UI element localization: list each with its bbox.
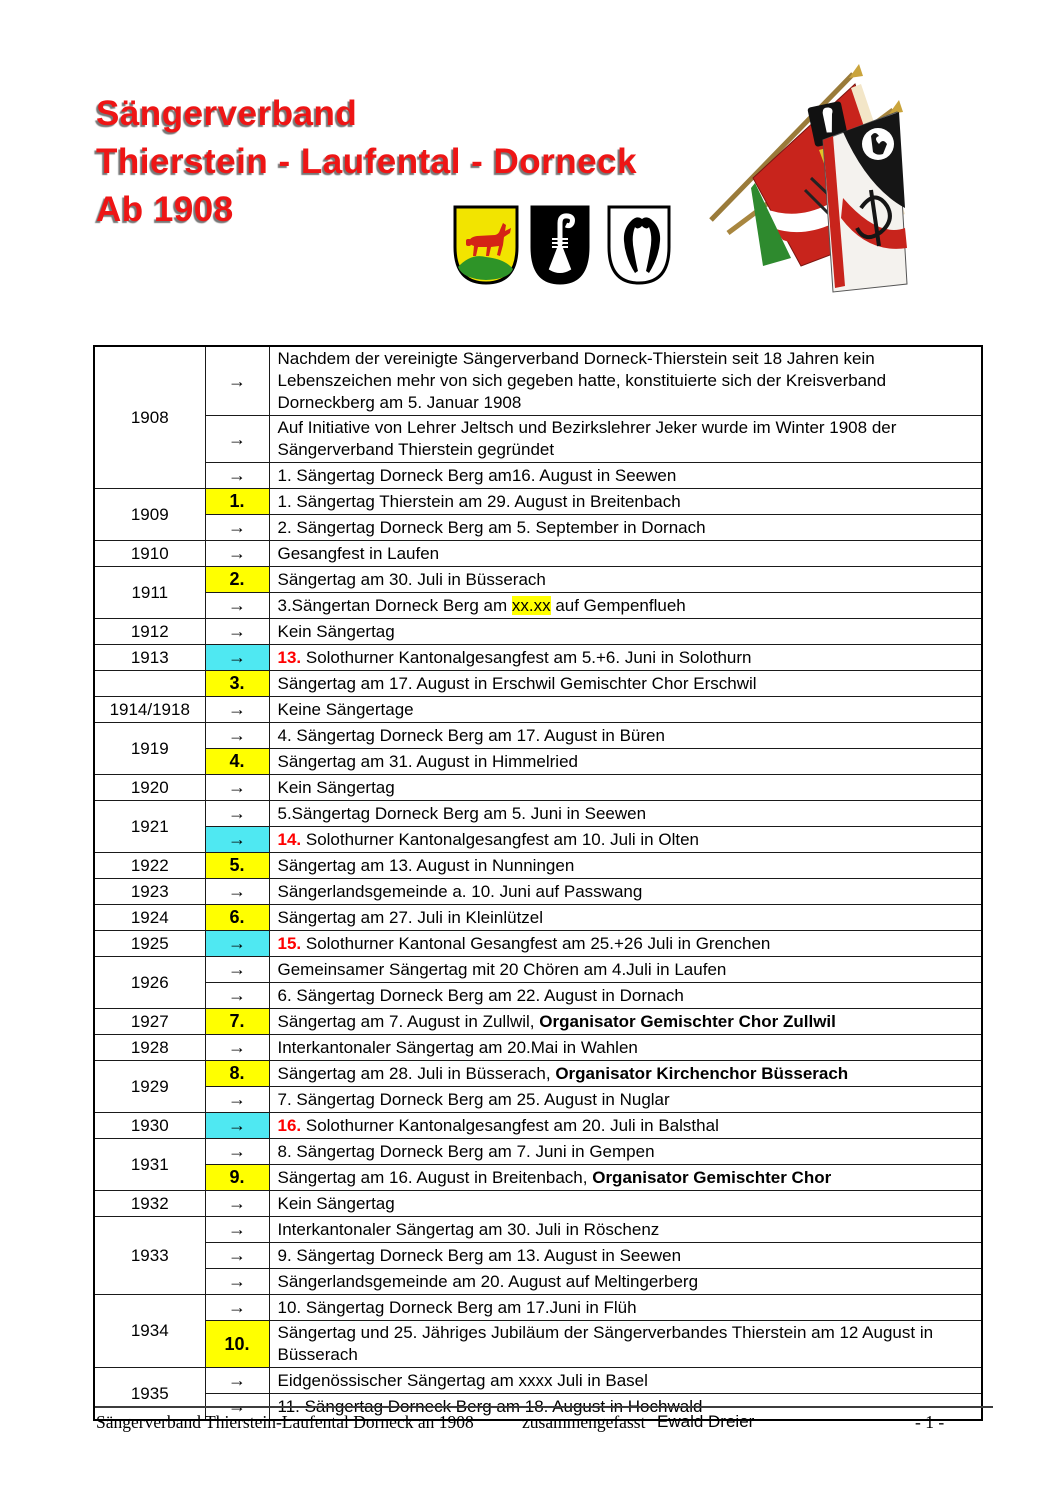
laufen-crest-icon	[530, 205, 590, 285]
table-row	[94, 1113, 982, 1139]
arrow-marker-cell	[205, 1087, 269, 1113]
table-row	[94, 1217, 982, 1243]
number-marker-cell	[205, 1061, 269, 1087]
entry-text-cell	[269, 567, 982, 593]
entry-text-segment: 16.	[277, 1115, 302, 1135]
arrow-marker-cell	[205, 931, 269, 957]
title-line-1: Sängerverband	[96, 94, 358, 133]
entry-text-segment: 9. Sängertag Dorneck Berg am 13. August in Seewen	[277, 1245, 682, 1265]
arrow-marker-cell	[205, 1269, 269, 1295]
right-arrow-icon: →	[228, 699, 246, 719]
right-arrow-icon: →	[228, 1089, 246, 1109]
right-arrow-icon: →	[228, 1370, 246, 1390]
table-row	[94, 905, 982, 931]
entry-text-cell	[269, 1321, 982, 1368]
entry-text-cell	[269, 515, 982, 541]
arrow-marker-cell	[205, 827, 269, 853]
dorneck-saengerverband-flag	[823, 112, 907, 292]
number-marker-cell	[205, 567, 269, 593]
right-arrow-icon: →	[228, 517, 246, 537]
right-arrow-icon: →	[228, 803, 246, 823]
year-cell	[94, 671, 205, 697]
year-cell: 1927	[94, 1009, 205, 1035]
year-cell: 1928	[94, 1035, 205, 1061]
right-arrow-icon: →	[228, 959, 246, 979]
entry-text-cell	[269, 853, 982, 879]
entry-text-segment: 11. Sängertag Dorneck Berg am 18. August in Hochwald	[277, 1396, 703, 1416]
table-row	[94, 416, 982, 463]
arrow-marker-cell	[205, 1368, 269, 1394]
entry-text-segment: Organisator Kirchenchor Büsserach	[555, 1063, 849, 1083]
right-arrow-icon: →	[228, 725, 246, 745]
entry-text-cell	[269, 801, 982, 827]
arrow-marker-cell	[205, 619, 269, 645]
entry-text-cell	[269, 541, 982, 567]
entry-text-segment: Gemeinsamer Sängertag mit 20 Chören am 4.Juli in Laufen	[277, 959, 727, 979]
entry-number: 2.	[229, 569, 245, 589]
right-arrow-icon: →	[228, 370, 246, 391]
table-row	[94, 645, 982, 671]
entry-text-segment: Gesangfest in Laufen	[277, 543, 440, 563]
footer-document-title: Sängerverband Thierstein-Laufental Dorneck an 1908	[96, 1412, 474, 1432]
entry-text-segment: 14.	[277, 829, 302, 849]
footer-page-number: - 1 -	[915, 1412, 945, 1432]
arrow-marker-cell	[205, 697, 269, 723]
arrow-marker-cell	[205, 593, 269, 619]
history-table-body	[94, 346, 982, 1420]
right-arrow-icon: →	[228, 465, 246, 485]
entry-text-segment: 10. Sängertag Dorneck Berg am 17.Juni in Flüh	[277, 1297, 637, 1317]
arrow-marker-cell	[205, 541, 269, 567]
footer-rule	[95, 1406, 993, 1408]
entry-text-segment: auf Gempenflueh	[550, 595, 686, 615]
right-arrow-icon: →	[228, 1396, 246, 1416]
entry-text-segment: Sängerlandsgemeinde a. 10. Juni auf Passwang	[277, 881, 643, 901]
table-row	[94, 1165, 982, 1191]
year-cell: 1920	[94, 775, 205, 801]
entry-text-cell	[269, 775, 982, 801]
entry-text-segment: Sängertag am 27. Juli in Kleinlützel	[277, 907, 544, 927]
entry-text-segment: Solothurner Kantonalgesangfest am 20. Juli in Balsthal	[301, 1115, 719, 1135]
choir-flags-image	[693, 58, 943, 303]
entry-number: 7.	[229, 1011, 245, 1031]
right-arrow-icon: →	[228, 1115, 246, 1135]
entry-text-cell	[269, 749, 982, 775]
table-row	[94, 1191, 982, 1217]
arrow-marker-cell	[205, 1035, 269, 1061]
entry-text-segment: 2. Sängertag Dorneck Berg am 5. September in Dornach	[277, 517, 706, 537]
arrow-marker-cell	[205, 1139, 269, 1165]
entry-text-segment: Nachdem der vereinigte Sängerverband Dorneck-Thierstein seit 18 Jahren kein Lebenszeichen mehr von sich gegeben hatte, konstituierte sich der Kreisverband Dorneckberg am 5. Januar 1908	[277, 349, 887, 412]
dorneck-crest-icon	[607, 205, 671, 285]
entry-text-segment: xx.xx	[511, 595, 551, 615]
entry-text-segment: 13.	[277, 647, 302, 667]
number-marker-cell	[205, 1009, 269, 1035]
right-arrow-icon: →	[228, 647, 246, 667]
year-cell: 1934	[94, 1295, 205, 1368]
entry-text-segment: Eidgenössischer Sängertag am xxxx Juli in Basel	[277, 1370, 648, 1390]
entry-text-segment: 7. Sängertag Dorneck Berg am 25. August in Nuglar	[277, 1089, 670, 1109]
number-marker-cell	[205, 1165, 269, 1191]
entry-text-segment: 5.Sängertag Dorneck Berg am 5. Juni in Seewen	[277, 803, 647, 823]
entry-number: 6.	[229, 907, 245, 927]
year-cell: 1922	[94, 853, 205, 879]
entry-text-cell	[269, 1009, 982, 1035]
entry-text-segment: Sängerlandsgemeinde am 20. August auf Meltingerberg	[277, 1271, 699, 1291]
entry-text-segment: Interkantonaler Sängertag am 30. Juli in Röschenz	[277, 1219, 660, 1239]
year-cell: 1925	[94, 931, 205, 957]
entry-text-segment: Kein Sängertag	[277, 777, 395, 797]
entry-text-segment: Sängertag am 16. August in Breitenbach,	[277, 1167, 593, 1187]
year-cell: 1910	[94, 541, 205, 567]
right-arrow-icon: →	[228, 933, 246, 953]
entry-text-cell	[269, 1295, 982, 1321]
table-row	[94, 1295, 982, 1321]
year-cell: 1924	[94, 905, 205, 931]
thierstein-crest-icon	[453, 205, 519, 285]
page-footer	[0, 1412, 1058, 1438]
entry-text-segment: Solothurner Kantonal Gesangfest am 25.+26 Juli in Grenchen	[301, 933, 771, 953]
right-arrow-icon: →	[228, 777, 246, 797]
right-arrow-icon: →	[228, 985, 246, 1005]
table-row	[94, 723, 982, 749]
entry-text-cell	[269, 723, 982, 749]
entry-text-segment: Solothurner Kantonalgesangfest am 10. Juli in Olten	[301, 829, 699, 849]
table-row	[94, 489, 982, 515]
entry-text-segment: Keine Sängertage	[277, 699, 414, 719]
year-cell: 1932	[94, 1191, 205, 1217]
entry-text-cell	[269, 827, 982, 853]
table-row	[94, 801, 982, 827]
table-row	[94, 775, 982, 801]
table-row	[94, 853, 982, 879]
right-arrow-icon: →	[228, 428, 246, 449]
entry-text-cell	[269, 1165, 982, 1191]
entry-text-segment: 8. Sängertag Dorneck Berg am 7. Juni in Gempen	[277, 1141, 655, 1161]
entry-text-cell	[269, 489, 982, 515]
entry-text-segment: 6. Sängertag Dorneck Berg am 22. August in Dornach	[277, 985, 684, 1005]
entry-text-cell	[269, 931, 982, 957]
entry-text-segment: Sängertag am 30. Juli in Büsserach	[277, 569, 546, 589]
entry-text-segment: Solothurner Kantonalgesangfest am 5.+6. Juni in Solothurn	[301, 647, 752, 667]
right-arrow-icon: →	[228, 543, 246, 563]
right-arrow-icon: →	[228, 1141, 246, 1161]
entry-text-segment: Sängertag am 28. Juli in Büsserach,	[277, 1063, 556, 1083]
arrow-marker-cell	[205, 801, 269, 827]
entry-text-segment: 15.	[277, 933, 302, 953]
table-row	[94, 749, 982, 775]
table-row	[94, 541, 982, 567]
entry-text-cell	[269, 645, 982, 671]
entry-text-cell	[269, 1061, 982, 1087]
year-cell: 1911	[94, 567, 205, 619]
entry-text-segment: 3.Sängertan Dorneck Berg am	[277, 595, 512, 615]
number-marker-cell	[205, 853, 269, 879]
entry-text-cell	[269, 879, 982, 905]
entry-text-segment: Sängertag am 7. August in Zullwil,	[277, 1011, 540, 1031]
entry-text-cell	[269, 1035, 982, 1061]
year-cell: 1921	[94, 801, 205, 853]
arrow-marker-cell	[205, 346, 269, 416]
entry-text-segment: Sängertag am 31. August in Himmelried	[277, 751, 578, 771]
entry-number: 4.	[229, 751, 245, 771]
table-row	[94, 983, 982, 1009]
year-cell: 1919	[94, 723, 205, 775]
number-marker-cell	[205, 749, 269, 775]
right-arrow-icon: →	[228, 1037, 246, 1057]
right-arrow-icon: →	[228, 1219, 246, 1239]
arrow-marker-cell	[205, 463, 269, 489]
table-row	[94, 1368, 982, 1394]
entry-text-segment: Kein Sängertag	[277, 621, 395, 641]
table-row	[94, 619, 982, 645]
entry-text-cell	[269, 983, 982, 1009]
year-cell: 1933	[94, 1217, 205, 1295]
entry-text-segment: Organisator Gemischter Chor Zullwil	[539, 1011, 836, 1031]
entry-number: 1.	[229, 491, 245, 511]
entry-text-segment: Sängertag und 25. Jähriges Jubiläum der Sängerverbandes Thierstein am 12 August in Büsserach	[277, 1323, 934, 1364]
entry-text-segment: Organisator Gemischter Chor	[592, 1167, 832, 1187]
entry-text-cell	[269, 593, 982, 619]
footer-author: Ewald Dreier	[657, 1412, 755, 1431]
entry-text-cell	[269, 697, 982, 723]
entry-text-cell	[269, 671, 982, 697]
year-cell: 1909	[94, 489, 205, 541]
year-cell: 1914/1918	[94, 697, 205, 723]
entry-text-cell	[269, 1368, 982, 1394]
entry-number: 5.	[229, 855, 245, 875]
right-arrow-icon: →	[228, 829, 246, 849]
right-arrow-icon: →	[228, 595, 246, 615]
entry-number: 8.	[229, 1063, 245, 1083]
arrow-marker-cell	[205, 1217, 269, 1243]
entry-text-segment: Interkantonaler Sängertag am 20.Mai in Wahlen	[277, 1037, 638, 1057]
arrow-marker-cell	[205, 1191, 269, 1217]
table-row	[94, 879, 982, 905]
arrow-marker-cell	[205, 957, 269, 983]
entry-text-cell	[269, 957, 982, 983]
arrow-marker-cell	[205, 1295, 269, 1321]
right-arrow-icon: →	[228, 1193, 246, 1213]
arrow-marker-cell	[205, 645, 269, 671]
table-row	[94, 593, 982, 619]
history-table	[93, 345, 983, 1421]
entry-text-cell	[269, 346, 982, 416]
entry-text-cell	[269, 1191, 982, 1217]
number-marker-cell	[205, 1321, 269, 1368]
table-row	[94, 1035, 982, 1061]
arrow-marker-cell	[205, 879, 269, 905]
year-cell: 1935	[94, 1368, 205, 1421]
year-cell: 1930	[94, 1113, 205, 1139]
table-row	[94, 1087, 982, 1113]
entry-text-segment: 1. Sängertag Dorneck Berg am16. August in Seewen	[277, 465, 677, 485]
year-cell: 1913	[94, 645, 205, 671]
entry-number: 9.	[229, 1167, 245, 1187]
entry-text-segment: Sängertag am 17. August in Erschwil Gemischter Chor Erschwil	[277, 673, 757, 693]
year-cell: 1908	[94, 346, 205, 489]
entry-text-segment: Kein Sängertag	[277, 1193, 395, 1213]
arrow-marker-cell	[205, 1113, 269, 1139]
entry-number: 10.	[224, 1333, 250, 1354]
arrow-marker-cell	[205, 723, 269, 749]
footer-compiled-label: zusammengefasst	[522, 1412, 646, 1432]
entry-text-cell	[269, 463, 982, 489]
entry-text-cell	[269, 905, 982, 931]
title-line-2: Thierstein - Laufental - Dorneck	[96, 142, 638, 181]
entry-text-cell	[269, 1217, 982, 1243]
right-arrow-icon: →	[228, 881, 246, 901]
right-arrow-icon: →	[228, 1271, 246, 1291]
table-row	[94, 931, 982, 957]
title-line-3: Ab 1908	[96, 190, 234, 229]
table-row	[94, 1009, 982, 1035]
entry-text-segment: 1. Sängertag Thierstein am 29. August in Breitenbach	[277, 491, 681, 511]
table-row	[94, 697, 982, 723]
arrow-marker-cell	[205, 1243, 269, 1269]
year-cell: 1926	[94, 957, 205, 1009]
table-row	[94, 1061, 982, 1087]
arrow-marker-cell	[205, 416, 269, 463]
entry-text-segment: Sängertag am 13. August in Nunningen	[277, 855, 575, 875]
number-marker-cell	[205, 489, 269, 515]
number-marker-cell	[205, 905, 269, 931]
arrow-marker-cell	[205, 515, 269, 541]
entry-text-segment: Auf Initiative von Lehrer Jeltsch und Bezirkslehrer Jeker wurde im Winter 1908 der Sängerverband Thierstein gegründet	[277, 418, 897, 459]
table-row	[94, 957, 982, 983]
entry-text-cell	[269, 1243, 982, 1269]
table-row	[94, 346, 982, 416]
right-arrow-icon: →	[228, 621, 246, 641]
table-row	[94, 1243, 982, 1269]
year-cell: 1929	[94, 1061, 205, 1113]
entry-text-cell	[269, 619, 982, 645]
entry-text-segment: 4. Sängertag Dorneck Berg am 17. August in Büren	[277, 725, 665, 745]
entry-number: 3.	[229, 673, 245, 693]
year-cell: 1931	[94, 1139, 205, 1191]
entry-text-cell	[269, 1087, 982, 1113]
table-row	[94, 1321, 982, 1368]
table-row	[94, 827, 982, 853]
table-row	[94, 567, 982, 593]
entry-text-cell	[269, 1139, 982, 1165]
right-arrow-icon: →	[228, 1297, 246, 1317]
entry-text-cell	[269, 1113, 982, 1139]
year-cell: 1912	[94, 619, 205, 645]
number-marker-cell	[205, 671, 269, 697]
table-row	[94, 671, 982, 697]
right-arrow-icon: →	[228, 1245, 246, 1265]
table-row	[94, 515, 982, 541]
table-row	[94, 1139, 982, 1165]
entry-text-cell	[269, 1269, 982, 1295]
arrow-marker-cell	[205, 983, 269, 1009]
year-cell: 1923	[94, 879, 205, 905]
arrow-marker-cell	[205, 775, 269, 801]
table-row	[94, 463, 982, 489]
entry-text-cell	[269, 416, 982, 463]
table-row	[94, 1269, 982, 1295]
